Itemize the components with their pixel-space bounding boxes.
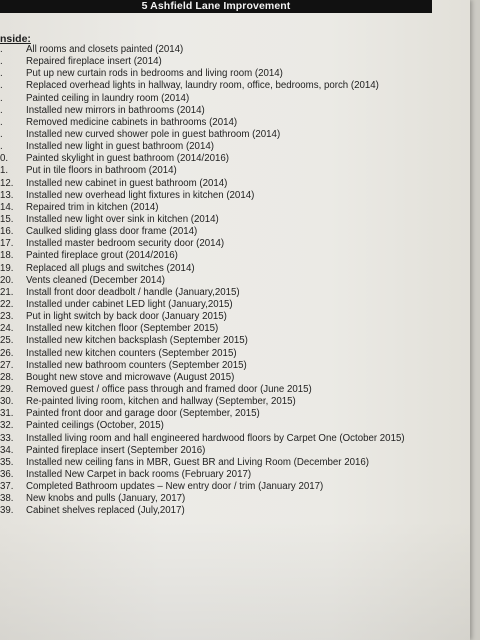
list-item — [0, 105, 470, 117]
item-number: 20. — [0, 274, 14, 286]
item-text: Installed new cabinet in guest bathroom (2014) — [26, 177, 228, 189]
item-text: Painted ceilings (October, 2015) — [26, 420, 164, 432]
item-number: 24. — [0, 323, 14, 335]
item-number: 29. — [0, 383, 14, 395]
list-item — [0, 165, 470, 177]
item-number: 26. — [0, 347, 14, 359]
item-number: . — [0, 68, 3, 80]
item-text: Installed new kitchen backsplash (September 2015) — [26, 335, 248, 347]
item-text: Installed new kitchen floor (September 2015) — [26, 323, 219, 335]
item-number: 18. — [0, 250, 14, 262]
item-text: Installed new ceiling fans in MBR, Guest BR and Living Room (December 2016) — [26, 456, 369, 468]
list-item — [0, 384, 470, 396]
list-item — [0, 469, 470, 481]
item-text: Completed Bathroom updates – New entry door / trim (January 2017) — [26, 481, 324, 493]
section-heading: nside: — [0, 33, 31, 45]
list-item — [0, 117, 470, 129]
item-text: Painted fireplace grout (2014/2016) — [26, 250, 178, 262]
item-number: 16. — [0, 226, 14, 238]
list-item — [0, 396, 470, 408]
item-text: Installed new light in guest bathroom (2014) — [26, 141, 214, 153]
item-number: . — [0, 56, 3, 68]
item-text: Installed New Carpet in back rooms (February 2017) — [26, 468, 252, 480]
list-item — [0, 44, 470, 56]
item-text: Replaced overhead lights in hallway, laundry room, office, bedrooms, porch (2014) — [26, 80, 379, 92]
list-item — [0, 226, 470, 238]
item-text: Bought new stove and microwave (August 2015) — [26, 371, 235, 383]
item-text: Put in light switch by back door (January 2015) — [26, 311, 227, 323]
item-number: 36. — [0, 468, 14, 480]
item-number: . — [0, 141, 3, 153]
item-number: 27. — [0, 359, 14, 371]
document-title: 5 Ashfield Lane Improvement — [0, 0, 432, 13]
item-text: Painted front door and garage door (September, 2015) — [26, 408, 260, 420]
improvement-list — [0, 44, 470, 517]
list-item — [0, 493, 470, 505]
item-text: Painted ceiling in laundry room (2014) — [26, 92, 190, 104]
item-number: 38. — [0, 493, 14, 505]
list-item — [0, 68, 470, 80]
item-number: . — [0, 128, 3, 140]
item-text: New knobs and pulls (January, 2017) — [26, 493, 186, 505]
list-item — [0, 505, 470, 517]
item-number: 14. — [0, 201, 14, 213]
item-text: Installed living room and hall engineered hardwood floors by Carpet One (October 2015) — [26, 432, 405, 444]
list-item — [0, 299, 470, 311]
item-number: 25. — [0, 335, 14, 347]
item-number: 32. — [0, 420, 14, 432]
list-item — [0, 275, 470, 287]
list-item — [0, 420, 470, 432]
item-text: Replaced all plugs and switches (2014) — [26, 262, 195, 274]
item-text: Installed new curved shower pole in guest bathroom (2014) — [26, 128, 281, 140]
list-item — [0, 141, 470, 153]
item-text: Vents cleaned (December 2014) — [26, 274, 165, 286]
list-item — [0, 263, 470, 275]
item-number: 37. — [0, 481, 14, 493]
item-text: Removed medicine cabinets in bathrooms (2014) — [26, 116, 238, 128]
item-text: Painted skylight in guest bathroom (2014/2016) — [26, 153, 230, 165]
item-text: Caulked sliding glass door frame (2014) — [26, 226, 198, 238]
list-item — [0, 481, 470, 493]
item-text: Re-painted living room, kitchen and hallway (September, 2015) — [26, 396, 296, 408]
item-number: 19. — [0, 262, 14, 274]
list-item — [0, 153, 470, 165]
item-number: 12. — [0, 177, 14, 189]
item-number: 22. — [0, 298, 14, 310]
list-item — [0, 287, 470, 299]
list-item — [0, 56, 470, 68]
list-item — [0, 372, 470, 384]
list-item — [0, 250, 470, 262]
item-number: 34. — [0, 444, 14, 456]
list-item — [0, 238, 470, 250]
item-text: Painted fireplace insert (September 2016) — [26, 444, 206, 456]
item-number: 0. — [0, 153, 9, 165]
item-text: Installed new overhead light fixtures in kitchen (2014) — [26, 189, 255, 201]
list-item — [0, 348, 470, 360]
item-text: Install front door deadbolt / handle (January,2015) — [26, 286, 240, 298]
paper-shadow — [0, 520, 470, 640]
list-item — [0, 80, 470, 92]
list-item — [0, 445, 470, 457]
item-text: Put up new curtain rods in bedrooms and living room (2014) — [26, 68, 283, 80]
list-item — [0, 323, 470, 335]
item-text: Repaired trim in kitchen (2014) — [26, 201, 159, 213]
item-number: 28. — [0, 371, 14, 383]
list-item — [0, 129, 470, 141]
item-text: All rooms and closets painted (2014) — [26, 44, 184, 55]
list-item — [0, 190, 470, 202]
item-number: 39. — [0, 505, 14, 517]
item-number: 31. — [0, 408, 14, 420]
item-text: Installed under cabinet LED light (January,2015) — [26, 298, 233, 310]
item-text: Cabinet shelves replaced (July,2017) — [26, 505, 185, 517]
list-item — [0, 360, 470, 372]
item-text: Installed new mirrors in bathrooms (2014) — [26, 104, 205, 116]
item-number: . — [0, 92, 3, 104]
item-number: . — [0, 116, 3, 128]
list-item — [0, 202, 470, 214]
item-number: 35. — [0, 456, 14, 468]
item-number: 21. — [0, 286, 14, 298]
item-number: 15. — [0, 213, 14, 225]
item-number: 1. — [0, 165, 9, 177]
item-number: . — [0, 104, 3, 116]
item-number: 23. — [0, 311, 14, 323]
item-number: 30. — [0, 396, 14, 408]
list-item — [0, 335, 470, 347]
list-item — [0, 433, 470, 445]
item-text: Installed master bedroom security door (2014) — [26, 238, 225, 250]
item-text: Repaired fireplace insert (2014) — [26, 56, 162, 68]
list-item — [0, 93, 470, 105]
item-text: Installed new bathroom counters (September 2015) — [26, 359, 247, 371]
item-number: 33. — [0, 432, 14, 444]
list-item — [0, 457, 470, 469]
item-text: Removed guest / office pass through and framed door (June 2015) — [26, 383, 312, 395]
item-number: . — [0, 80, 3, 92]
list-item — [0, 214, 470, 226]
list-item — [0, 408, 470, 420]
item-text: Installed new kitchen counters (September 2015) — [26, 347, 237, 359]
item-text: Put in tile floors in bathroom (2014) — [26, 165, 177, 177]
item-number: 17. — [0, 238, 14, 250]
item-text: Installed new light over sink in kitchen (2014) — [26, 213, 219, 225]
item-number: 13. — [0, 189, 14, 201]
list-item — [0, 178, 470, 190]
list-item — [0, 311, 470, 323]
item-number: . — [0, 44, 3, 55]
